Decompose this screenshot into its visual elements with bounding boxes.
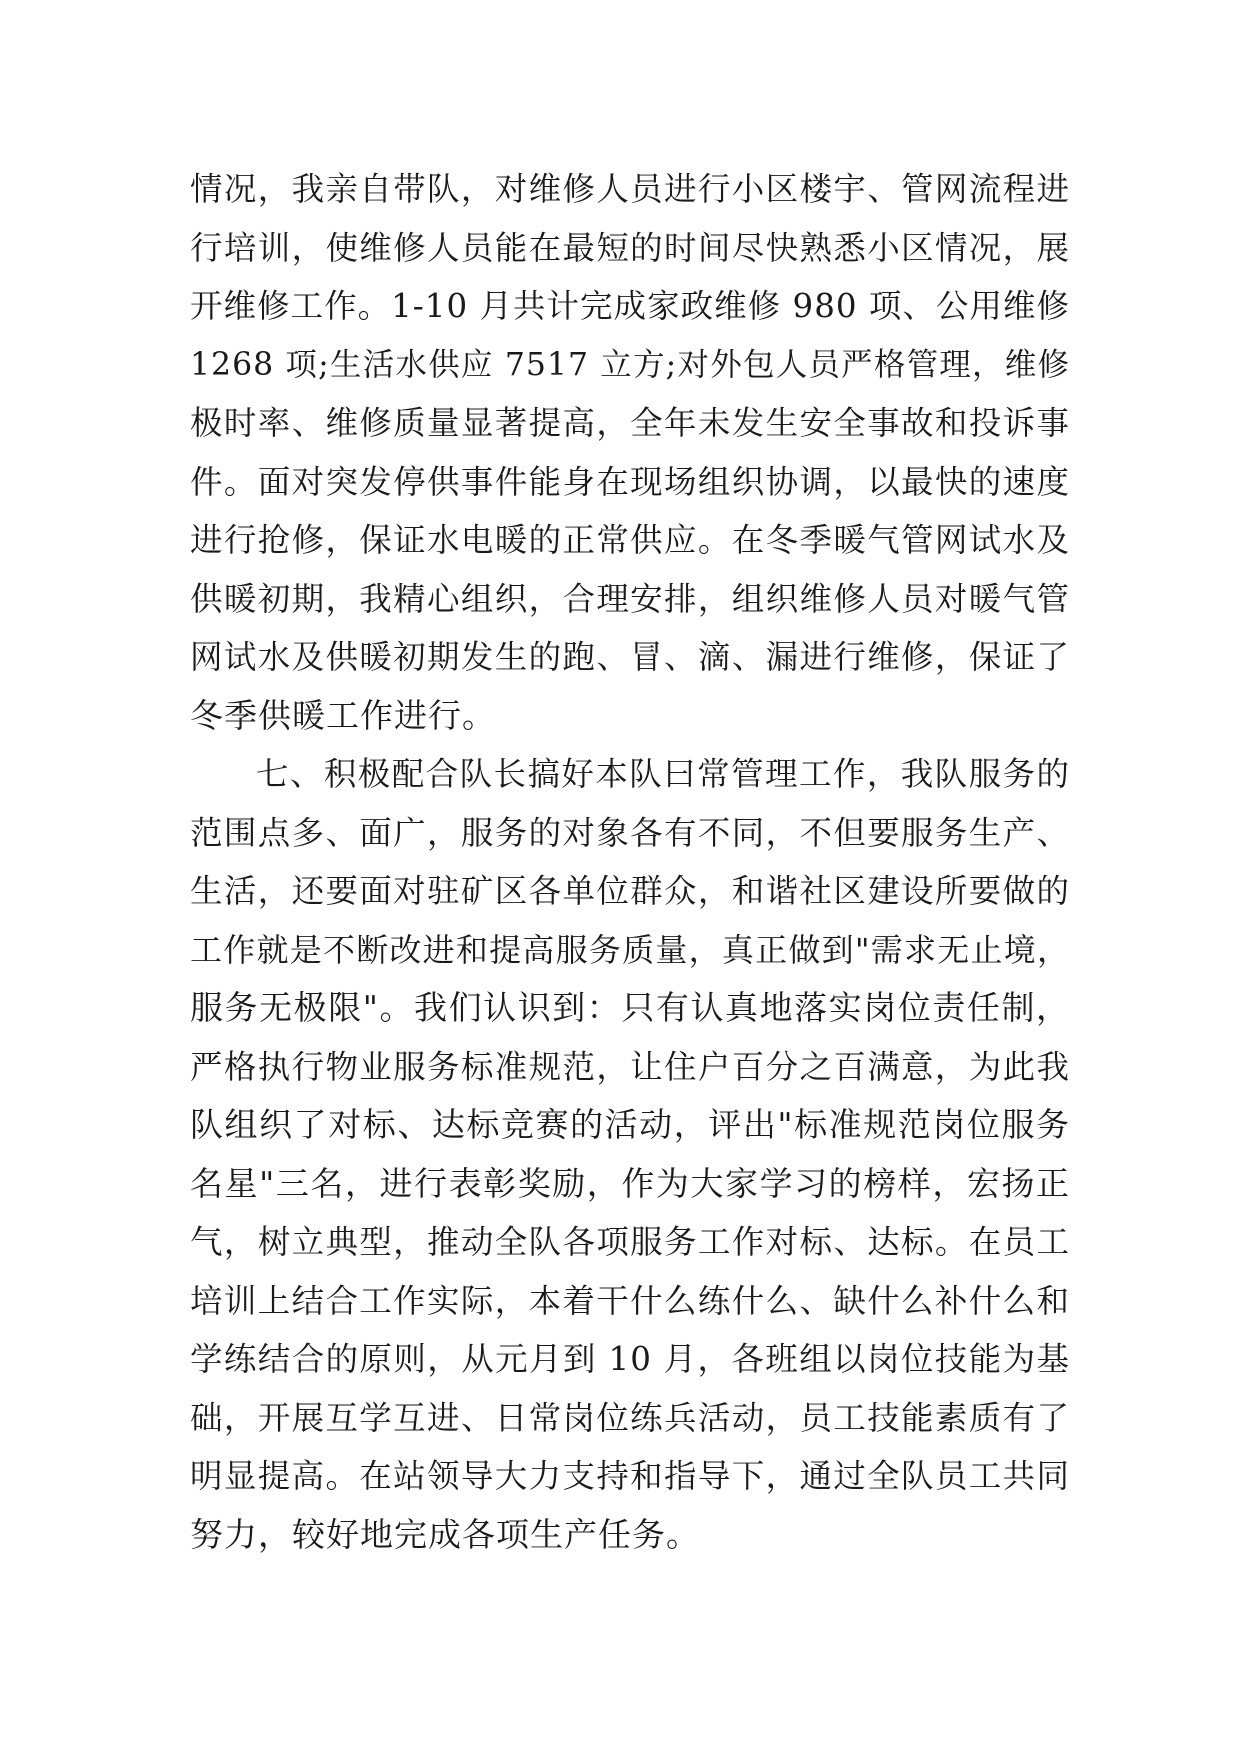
text-line: 网试水及供暖初期发生的跑、冒、滴、漏进行维修，保证了 [190,638,1070,676]
text-line: 范围点多、面广，服务的对象各有不同，不但要服务生产、 [190,813,1070,852]
text-line: 冬季供暖工作进行。 [190,695,496,735]
text-line: 供暖初期，我精心组织，合理安排，组织维修人员对暖气管 [190,579,1070,618]
text-line: 服务无极限"。我们认识到：只有认真地落实岗位责任制， [190,988,1070,1027]
body-text [190,160,1070,1564]
text-line: 极时率、维修质量显著提高，全年未发生安全事故和投诉事 [190,404,1070,442]
paragraph-section-seven [190,745,1070,1564]
text-line: 行培训，使维修人员能在最短的时间尽快熟悉小区情况，展 [190,228,1070,267]
text-line: 明显提高。在站领导大力支持和指导下，通过全队员工共同 [190,1457,1070,1495]
text-line: 队组织了对标、达标竞赛的活动，评出"标准规范岗位服务 [190,1105,1070,1144]
text-line: 严格执行物业服务标准规范，让住户百分之百满意，为此我 [190,1047,1070,1086]
text-line: 情况，我亲自带队，对维修人员进行小区楼宇、管网流程进 [190,170,1070,208]
text-line: 培训上结合工作实际，本着干什么练什么、缺什么补什么和 [190,1281,1070,1320]
text-line: 1268 项;生活水供应 7517 立方;对外包人员严格管理，维修 [190,346,1070,383]
text-line: 学练结合的原则，从元月到 10 月，各班组以岗位技能为基 [190,1340,1070,1378]
text-line: 七、积极配合队长搞好本队曰常管理工作，我队服务的 [256,755,1070,793]
text-line: 础，开展互学互进、日常岗位练兵活动，员工技能素质有了 [190,1398,1070,1437]
text-line: 工作就是不断改进和提高服务质量，真正做到"需求无止境， [190,930,1070,969]
text-line: 名星"三名，进行表彰奖励，作为大家学习的榜样，宏扬正 [190,1163,1070,1203]
text-line: 进行抢修，保证水电暖的正常供应。在冬季暖气管网试水及 [190,521,1070,559]
text-line: 气，树立典型，推动全队各项服务工作对标、达标。在员工 [190,1223,1070,1261]
text-line: 件。面对突发停供事件能身在现场组织协调，以最快的速度 [190,462,1070,501]
paragraph-maintenance [190,160,1070,745]
text-line: 开维修工作。1-10 月共计完成家政维修 980 项、公用维修 [190,287,1070,325]
text-line: 生活，还要面对驻矿区各单位群众，和谐社区建设所要做的 [190,872,1070,910]
text-line: 努力，较好地完成各项生产任务。 [190,1514,700,1554]
